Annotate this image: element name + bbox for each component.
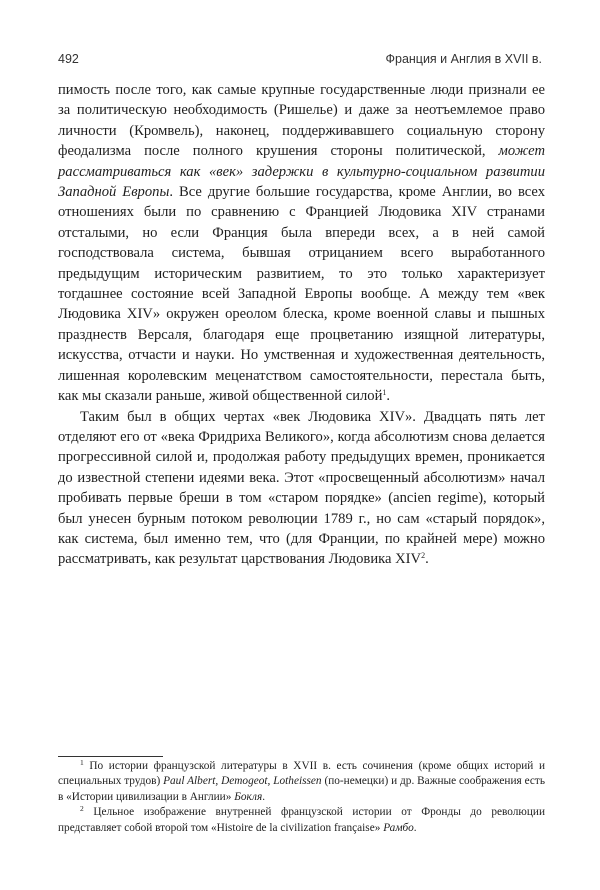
footnote-1-text-b: (по-немецки) и др. Важные соображения есть в «Истории цивилизации в Англии» [58,775,545,803]
running-head: Франция и Англия в XVII в. [385,52,542,66]
footnotes [58,759,545,836]
paragraph-1-italic: может рассматриваться как «век» задержки в культурно-социальном развитии Западной Европы [58,143,545,201]
footnote-1-text-c: . [262,790,266,803]
footnote-2-author: Рамбо [383,821,414,834]
paragraph-1: пимость после того, как самые крупные государственные люди признали ее за политическую необходимость (Ришелье) и даже за неотъемлемое право личности (Кромвель), наконец, поддерживавшего социальную сторону феодализма после полного крушения стороны политической, может рассматриваться как «век» задержки в культурно-социальном развитии Западной Европы. Все другие большие государства, кроме Англии, во всех отношениях были по сравнению с Францией Людовика XIV странами отсталыми, но если Франция была впереди всех, а в ней самой господствовала система, бывшая отрицанием всего выработанного предыдущим историческим развитием, то это только характеризует тогдашнее состояние всей Западной Европы вообще. А между тем «век Людовика XIV» окружен ореолом блеска, кроме военной славы и пышных празднеств Версаля, благодаря еще процветанию изящной литературы, искусства, отчасти и науки. Но умственная и художественная деятельность, лишенная королевским меценатством самостоятельности, перестала быть, как мы сказали раньше, живой общественной силой$^1$. [58,82,545,405]
footnote-1 [58,759,545,805]
paragraph-2-text: Таким был в общих чертах «век Людовика XIV». Двадцать пять лет отделяют его от «века Фридриха Великого», когда абсолютизм снова делается прогрессивной силой и, продолжая работу предыдущих времен, проникается до известной степени идеями века. Этот «просвещенный абсолютизм» начал пробивать первые бреши в том «старом порядке» (ancien regime), который был унесен бурным потоком революции 1789 г., но сам «старый порядок», как система, был именно тем, что (для Франции, по крайней мере) можно рассматривать, как результат царствования Людовика XIV [58,408,545,568]
footnote-2 [58,805,545,836]
footnote-1-author: Бокля [234,790,263,803]
footnote-ref-1[interactable]: 1 [382,388,387,398]
footnote-separator [58,756,163,757]
paragraph-1-text-a: пимость после того, как самые крупные государственные люди признали ее за политическую необходимость (Ришелье) и даже за неотъемлемое право личности (Кромвель), наконец, поддерживавшего социальную сторону феодализма после полного крушения стороны политической, [58,82,545,160]
footnote-2-text-a: Цельное изображение внутренней французской истории от Фронды до революции представляет собой второй том «Histoire de la civilization française» [58,806,545,834]
footnote-2-number: 2 [80,804,84,814]
main-text [58,80,545,570]
footnote-ref-2[interactable]: 2 [421,551,426,561]
paragraph-2: Таким был в общих чертах «век Людовика XIV». Двадцать пять лет отделяют его от «века Фридриха Великого», когда абсолютизм снова делается прогрессивной силой и, продолжая работу предыдущих времен, проникается до известной степени идеями века. Этот «просвещенный абсолютизм» начал пробивать первые бреши в том «старом порядке» (ancien regime), который был унесен бурным потоком революции 1789 г., но сам «старый порядок», как система, был именно тем, что (для Франции, по крайней мере) можно рассматривать, как результат царствования Людовика XIV$^2$. [58,408,545,568]
footnote-2-text-b: . [413,821,417,834]
paragraph-1-text-b: . Все другие большие государства, кроме Англии, во всех отношениях были по сравнению с Францией Людовика XIV странами отсталыми, но если Франция была впереди всех, а в ней самой господствовала система, бывшая отрицанием всего выработанного предыдущим историческим развитием, то это только характеризует тогдашнее состояние всей Западной Европы вообще. А между тем «век Людовика XIV» окружен ореолом блеска, кроме военной славы и пышных празднеств Версаля, благодаря еще процветанию изящной литературы, искусства, отчасти и науки. Но умственная и художественная деятельность, лишенная королевским меценатством самостоятельности, перестала быть, как мы сказали раньше, живой общественной силой [58,184,545,405]
page-header [58,52,542,70]
footnote-1-authors: Paul Albert, Demogeot, Lotheissen [163,775,322,788]
footnote-1-text-a: По истории французской литературы в XVII в. есть сочинения (кроме общих историй и специальных трудов) [58,760,545,788]
footnote-1-number: 1 [80,758,84,767]
page-number: 492 [58,52,79,66]
